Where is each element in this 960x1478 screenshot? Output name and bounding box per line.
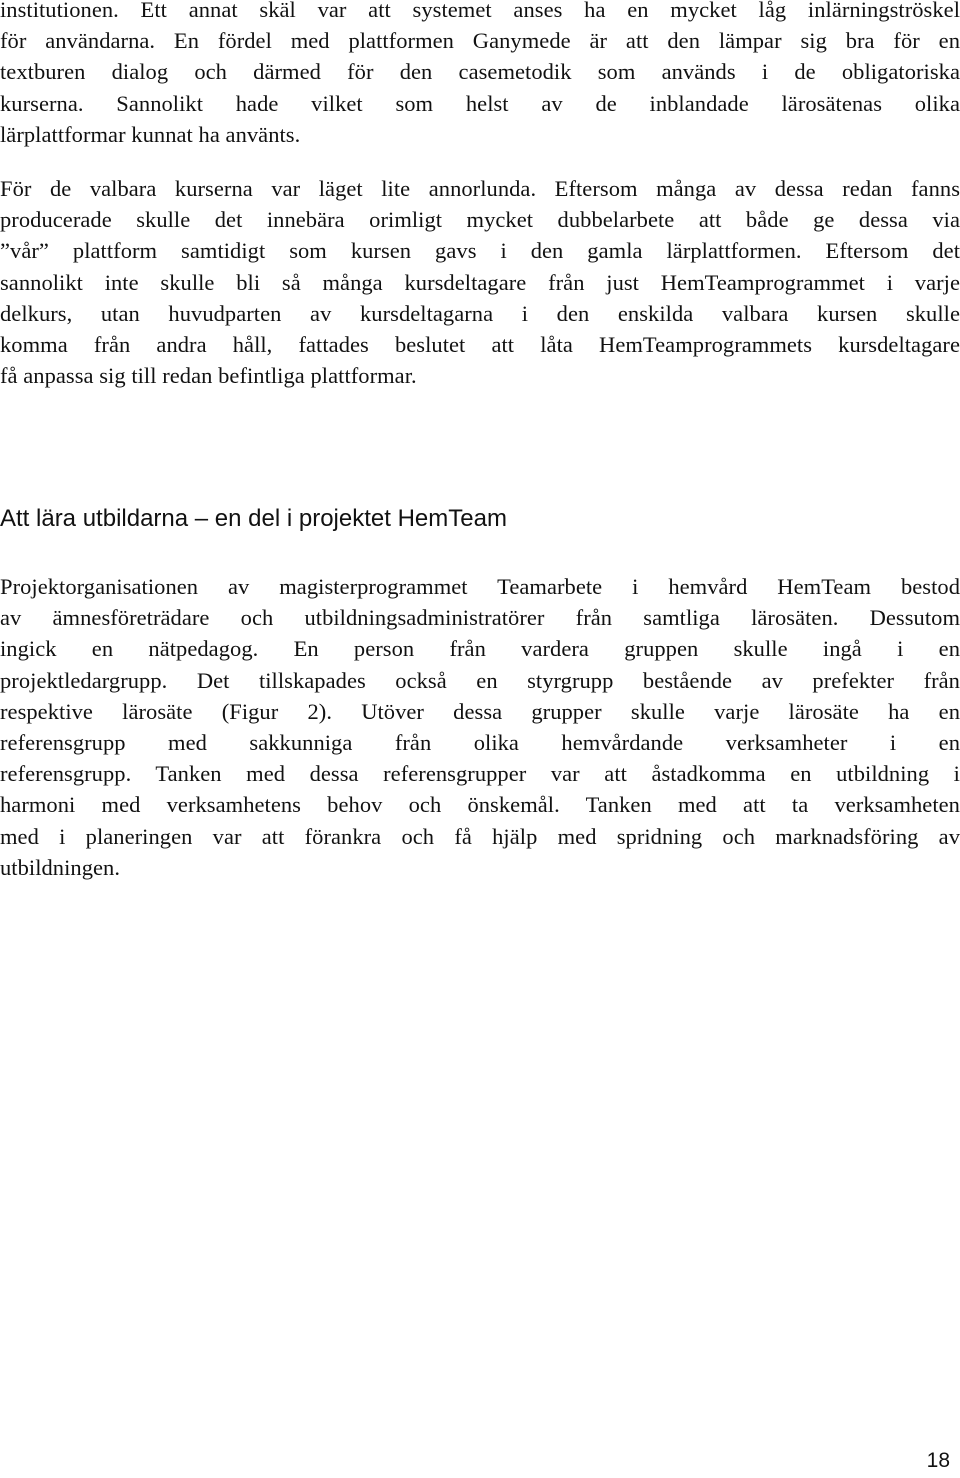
section-heading: Att lära utbildarna – en del i projektet HemTeam xyxy=(0,505,507,532)
text-line: med i planeringen var att förankra och få hjälp med spridning och marknadsföring av xyxy=(0,823,960,849)
text-line: för användarna. En fördel med plattformen Ganymede är att den lämpar sig bra för en xyxy=(0,28,960,54)
text-line: institutionen. Ett annat skäl var att systemet anses ha en mycket låg inlärningströskel xyxy=(0,0,960,22)
text-line: Projektorganisationen av magisterprogrammet Teamarbete i hemvård HemTeam bestod xyxy=(0,574,960,599)
text-line: referensgrupp med sakkunniga från olika hemvårdande verksamheter i en xyxy=(0,730,960,756)
text-line: producerade skulle det innebära orimligt mycket dubbelarbete att både ge dessa via xyxy=(0,207,960,233)
text-line: För de valbara kurserna var läget lite annorlunda. Eftersom många av dessa redan fanns xyxy=(0,176,960,201)
text-line: få anpassa sig till redan befintliga plattformar. xyxy=(0,363,417,389)
paragraph-elective-courses xyxy=(0,173,960,391)
text-line: referensgrupp. Tanken med dessa referensgrupper var att åstadkomma en utbildning i xyxy=(0,761,960,787)
text-line: lärplattformar kunnat ha använts. xyxy=(0,121,301,147)
text-line: textburen dialog och därmed för den casemetodik som används i de obligatoriska xyxy=(0,59,960,85)
text-line: respektive lärosäte (Figur 2). Utöver dessa grupper skulle varje lärosäte ha en xyxy=(0,698,960,724)
text-line: delkurs, utan huvudparten av kursdeltagarna i den enskilda valbara kursen skulle xyxy=(0,300,960,326)
paragraph-platform-choice xyxy=(0,0,960,150)
text-line: komma från andra håll, fattades beslutet att låta HemTeamprogrammets kursdeltagare xyxy=(0,332,960,358)
text-line: ”vår” plattform samtidigt som kursen gavs i den gamla lärplattformen. Eftersom det xyxy=(0,238,960,264)
text-line: ingick en nätpedagog. En person från vardera gruppen skulle ingå i en xyxy=(0,636,960,662)
text-line: projektledargrupp. Det tillskapades också en styrgrupp bestående av prefekter från xyxy=(0,667,960,693)
paragraph-project-organisation xyxy=(0,571,960,883)
page-number: 18 xyxy=(926,1449,950,1472)
text-line: av ämnesföreträdare och utbildningsadministratörer från samtliga lärosäten. Dessutom xyxy=(0,605,960,631)
text-line: kurserna. Sannolikt hade vilket som helst av de inblandade lärosätenas olika xyxy=(0,90,960,116)
text-line: harmoni med verksamhetens behov och önskemål. Tanken med att ta verksamheten xyxy=(0,792,960,818)
text-line: sannolikt inte skulle bli så många kursdeltagare från just HemTeamprogrammet i varje xyxy=(0,269,960,295)
text-line: utbildningen. xyxy=(0,854,121,880)
